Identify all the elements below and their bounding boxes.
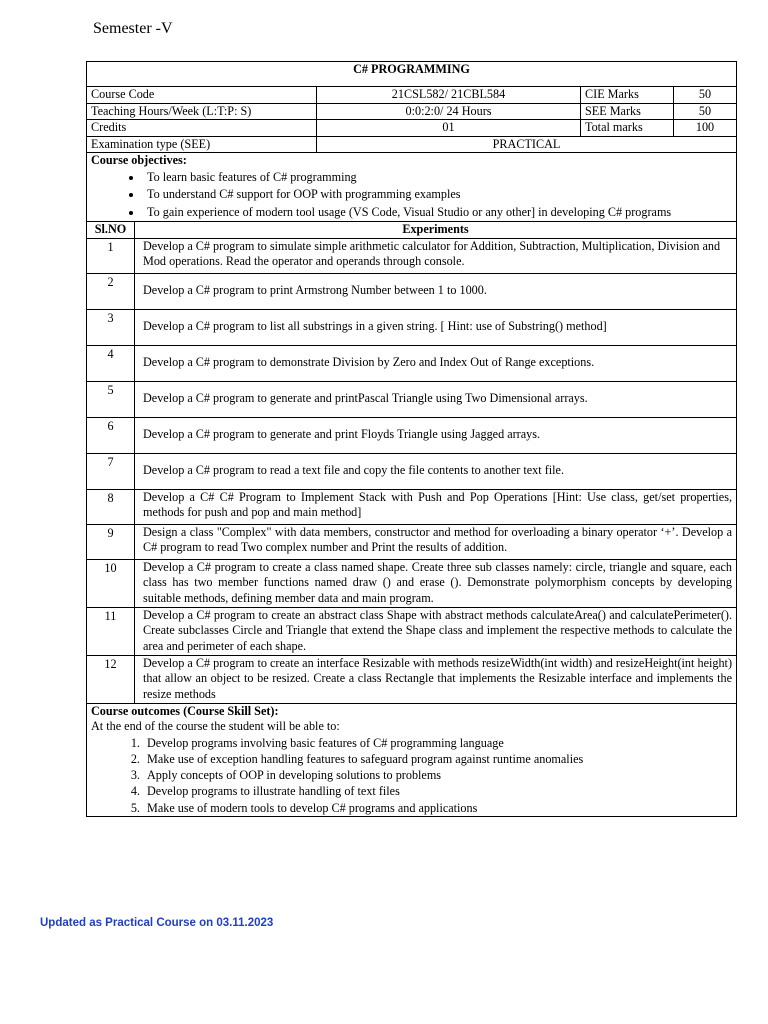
outcome-item: 5. Make use of modern tools to develop C# programs and applications bbox=[143, 800, 732, 816]
experiment-text: Design a class "Complex" with data members, constructor and method for overloading a binary operator ‘+’. Develop a C# program to read Two complex number and Print the results of addition. bbox=[135, 524, 737, 559]
experiment-number: 9 bbox=[87, 524, 135, 559]
experiment-number: 1 bbox=[87, 238, 135, 273]
course-outcomes bbox=[87, 703, 737, 816]
exam-type-label: Examination type (SEE) bbox=[87, 136, 317, 153]
experiment-number: 12 bbox=[87, 655, 135, 703]
experiment-number: 5 bbox=[87, 381, 135, 417]
experiment-text: Develop a C# program to print Armstrong Number between 1 to 1000. bbox=[135, 273, 737, 309]
experiment-number: 2 bbox=[87, 273, 135, 309]
objective-item: • To understand C# support for OOP with programming examples bbox=[143, 186, 732, 204]
teaching-hours-value: 0:0:2:0/ 24 Hours bbox=[317, 103, 581, 120]
experiment-number: 8 bbox=[87, 489, 135, 524]
course-title: C# PROGRAMMING bbox=[87, 62, 737, 87]
experiment-number: 10 bbox=[87, 559, 135, 607]
experiment-text: Develop a C# program to create a class named shape. Create three sub classes namely: circle, triangle and square, each class has two member functions named draw () and erase (). Demonstrate polymorphism concepts by developing suitable methods, defining member data and main program. bbox=[135, 559, 737, 607]
course-table bbox=[86, 61, 737, 817]
experiment-text: Develop a C# program to read a text file and copy the file contents to another text file. bbox=[135, 453, 737, 489]
outcome-item: 3. Apply concepts of OOP in developing solutions to problems bbox=[143, 767, 732, 783]
course-code-value: 21CSL582/ 21CBL584 bbox=[317, 87, 581, 104]
outcome-item: 4. Develop programs to illustrate handling of text files bbox=[143, 783, 732, 799]
total-marks-label: Total marks bbox=[581, 120, 674, 137]
teaching-hours-label: Teaching Hours/Week (L:T:P: S) bbox=[87, 103, 317, 120]
exam-type-value: PRACTICAL bbox=[317, 136, 737, 153]
experiment-text: Develop a C# C# Program to Implement Stack with Push and Pop Operations [Hint: Use class, get/set properties, methods for push and pop and main method] bbox=[135, 489, 737, 524]
update-note: Updated as Practical Course on 03.11.2023 bbox=[40, 917, 274, 929]
outcome-item: 2. Make use of exception handling features to safeguard program against runtime anomalies bbox=[143, 751, 732, 767]
experiment-text: Develop a C# program to list all substrings in a given string. [ Hint: use of Substring() method] bbox=[135, 309, 737, 345]
outcomes-intro: At the end of the course the student will be able to: bbox=[91, 719, 340, 733]
experiment-text: Develop a C# program to generate and print Floyds Triangle using Jagged arrays. bbox=[135, 417, 737, 453]
objectives-heading: Course objectives: bbox=[91, 153, 187, 167]
see-marks-value: 50 bbox=[674, 103, 737, 120]
experiment-number: 4 bbox=[87, 345, 135, 381]
experiment-text: Develop a C# program to simulate simple arithmetic calculator for Addition, Subtraction, Multiplication, Division and Mod operations. Read the operator and operands through console. bbox=[135, 238, 737, 273]
col-header-slno: Sl.NO bbox=[87, 222, 135, 239]
credits-label: Credits bbox=[87, 120, 317, 137]
experiment-number: 7 bbox=[87, 453, 135, 489]
cie-marks-value: 50 bbox=[674, 87, 737, 104]
semester-heading: Semester -V bbox=[93, 20, 173, 37]
total-marks-value: 100 bbox=[674, 120, 737, 137]
objective-item: • To learn basic features of C# programming bbox=[143, 169, 732, 187]
objective-item: • To gain experience of modern tool usage (VS Code, Visual Studio or any other] in developing C# programs bbox=[143, 204, 732, 222]
cie-marks-label: CIE Marks bbox=[581, 87, 674, 104]
experiment-number: 3 bbox=[87, 309, 135, 345]
experiment-number: 6 bbox=[87, 417, 135, 453]
see-marks-label: SEE Marks bbox=[581, 103, 674, 120]
experiment-number: 11 bbox=[87, 607, 135, 655]
outcome-item: 1. Develop programs involving basic features of C# programming language bbox=[143, 735, 732, 751]
outcomes-heading: Course outcomes (Course Skill Set): bbox=[91, 703, 279, 718]
col-header-experiments: Experiments bbox=[135, 222, 737, 239]
course-objectives bbox=[87, 153, 737, 222]
experiment-text: Develop a C# program to create an abstract class Shape with abstract methods calculateArea() and calculatePerimeter(). Create subclasses Circle and Triangle that extend the Shape class and implement the respective methods to calculate the area and perimeter of each shape. bbox=[135, 607, 737, 655]
credits-value: 01 bbox=[317, 120, 581, 137]
objectives-list bbox=[91, 169, 732, 222]
experiment-text: Develop a C# program to create an interface Resizable with methods resizeWidth(int width) and resizeHeight(int height) that allow an object to be resized. Create a class Rectangle that implements the Resizable interface and implements the resize methods bbox=[135, 655, 737, 703]
experiment-text: Develop a C# program to demonstrate Division by Zero and Index Out of Range exceptions. bbox=[135, 345, 737, 381]
experiment-text: Develop a C# program to generate and printPascal Triangle using Two Dimensional arrays. bbox=[135, 381, 737, 417]
outcomes-list bbox=[91, 735, 732, 816]
course-code-label: Course Code bbox=[87, 87, 317, 104]
